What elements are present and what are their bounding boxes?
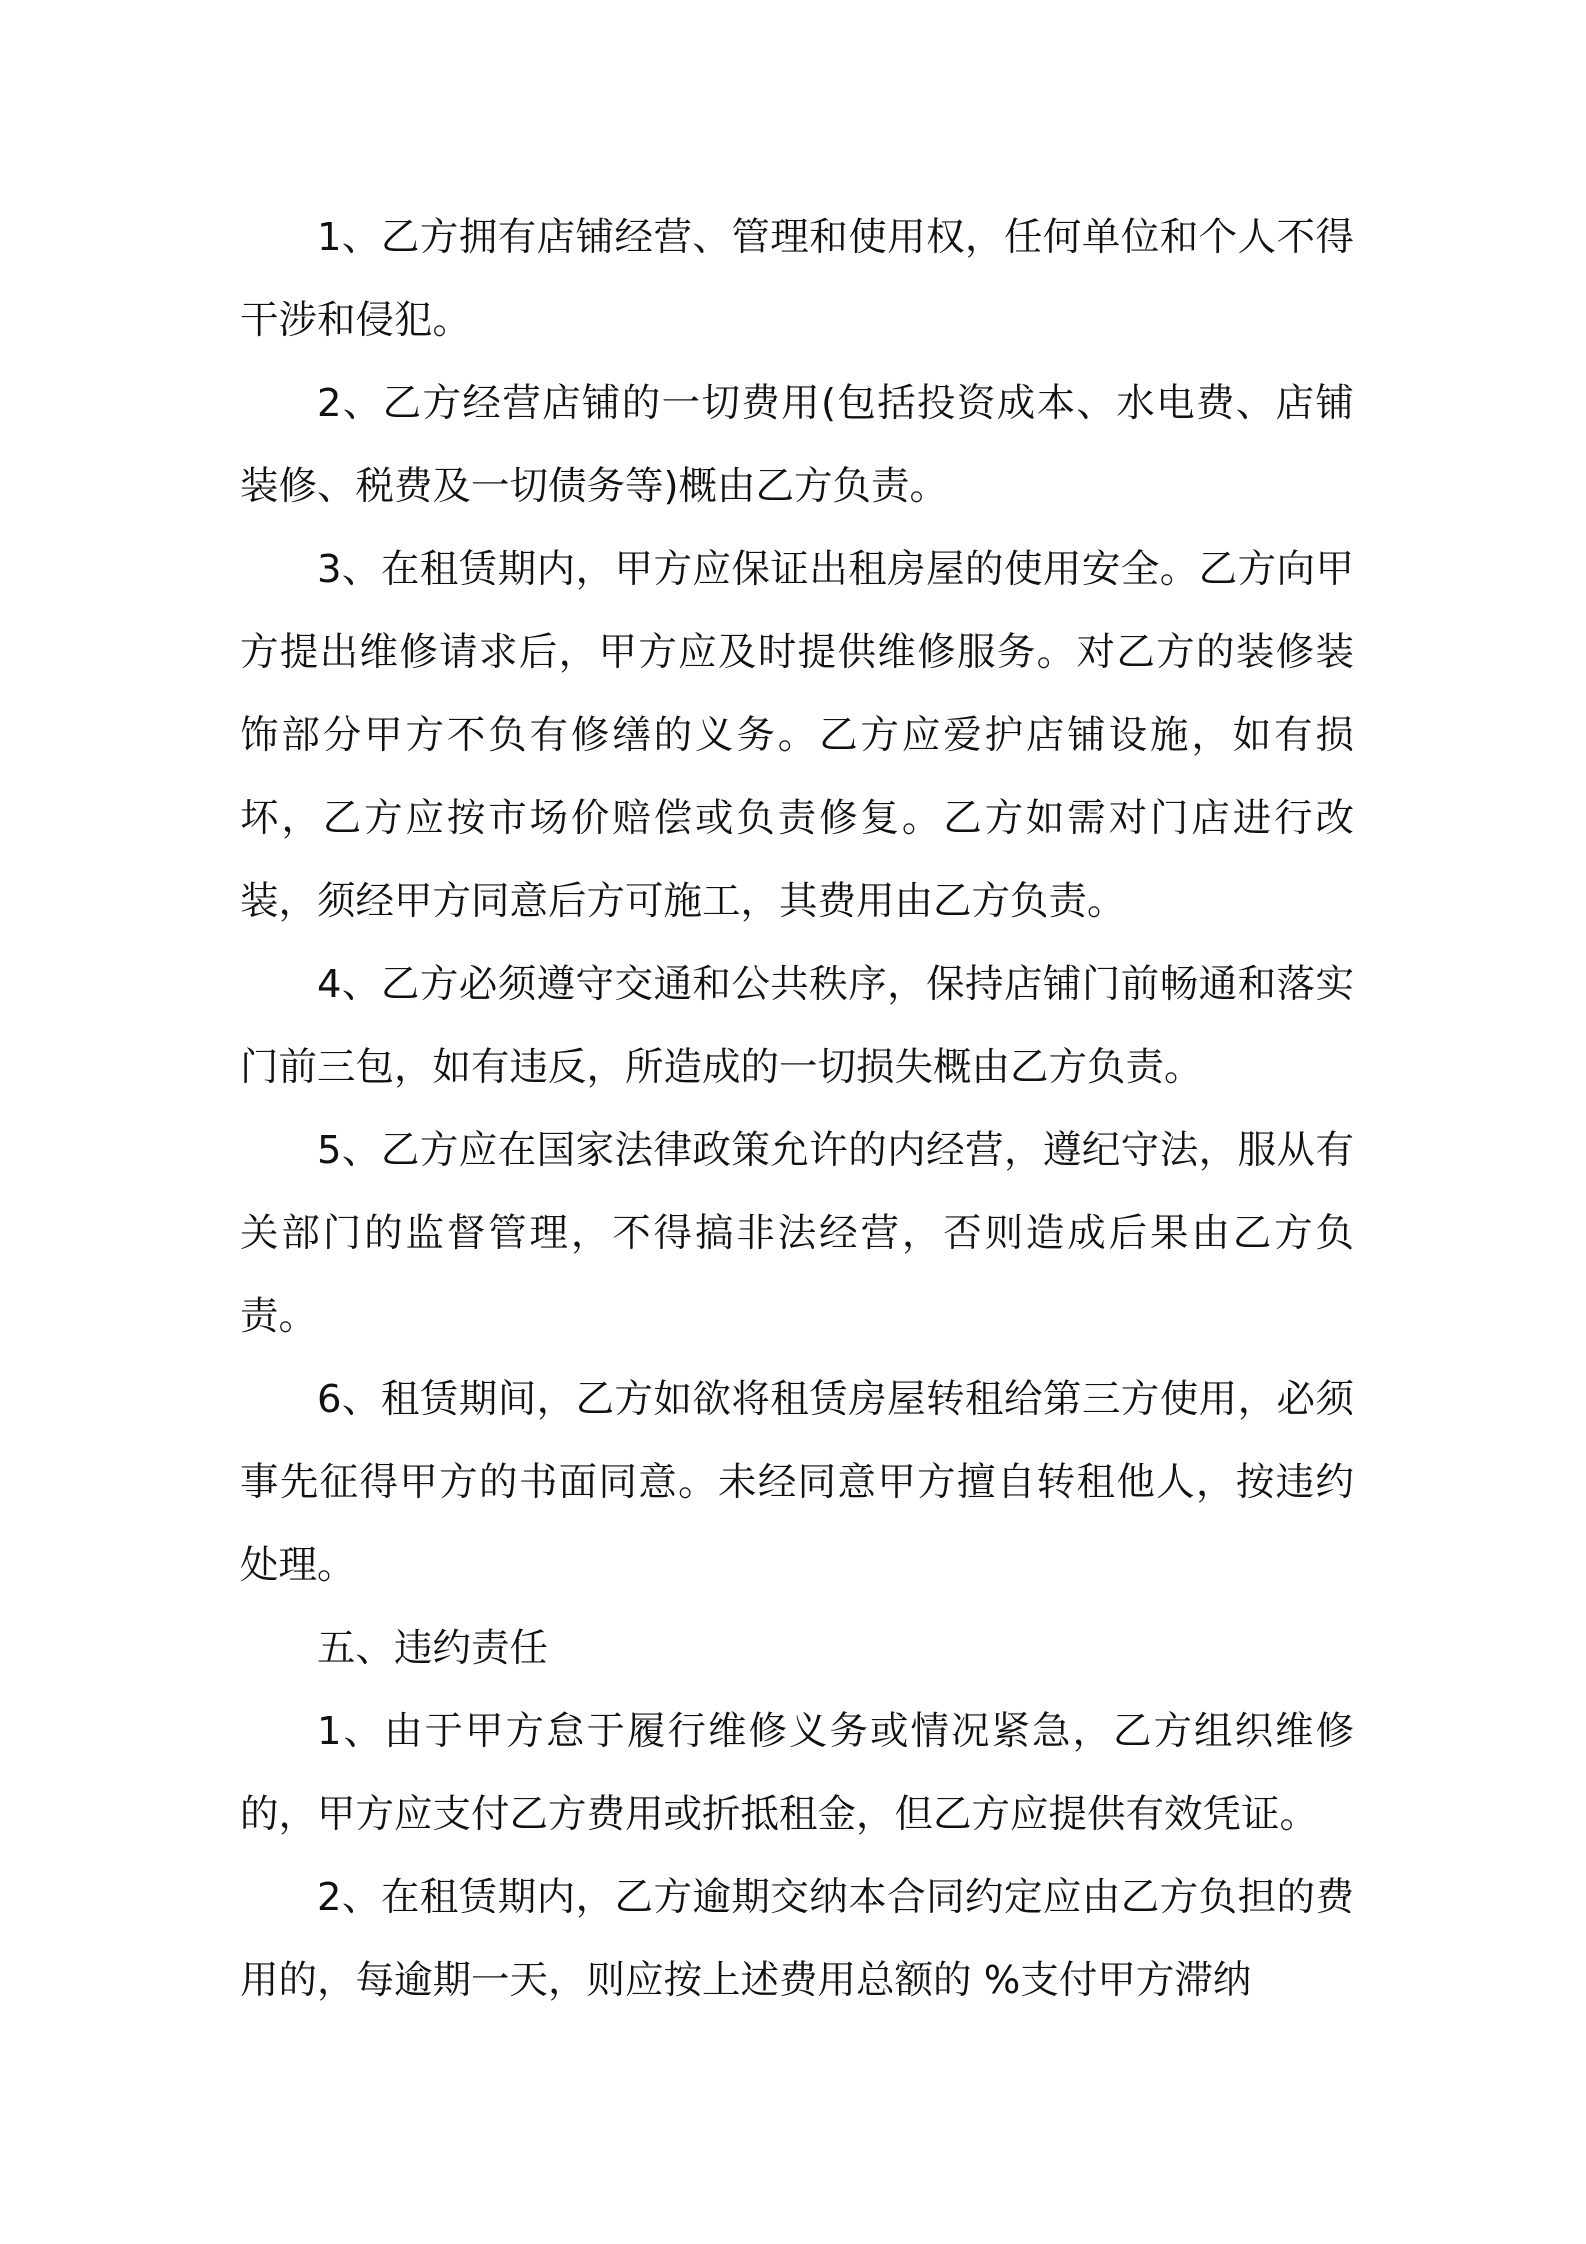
clause-paragraph: 1、由于甲方怠于履行维修义务或情况紧急，乙方组织维修的，甲方应支付乙方费用或折抵租金，但乙方应提供有效凭证。 xyxy=(240,1709,1354,1837)
clause-paragraph: 5、乙方应在国家法律政策允许的内经营，遵纪守法，服从有关部门的监督管理，不得搞非法经营，否则造成后果由乙方负责。 xyxy=(240,1128,1354,1339)
clause-paragraph: 2、在租赁期内，乙方逾期交纳本合同约定应由乙方负担的费用的，每逾期一天，则应按上述费用总额的 %支付甲方滞纳 xyxy=(240,1875,1354,2003)
clause-paragraph: 1、乙方拥有店铺经营、管理和使用权，任何单位和个人不得干涉和侵犯。 xyxy=(240,215,1354,343)
document-body xyxy=(240,196,1354,2022)
clause-paragraph: 4、乙方必须遵守交通和公共秩序，保持店铺门前畅通和落实门前三包，如有违反，所造成的一切损失概由乙方负责。 xyxy=(240,962,1354,1090)
clause-paragraph: 6、租赁期间，乙方如欲将租赁房屋转租给第三方使用，必须事先征得甲方的书面同意。未经同意甲方擅自转租他人，按违约处理。 xyxy=(240,1377,1354,1588)
clause-paragraph: 3、在租赁期内，甲方应保证出租房屋的使用安全。乙方向甲方提出维修请求后，甲方应及时提供维修服务。对乙方的装修装饰部分甲方不负有修缮的义务。乙方应爱护店铺设施，如有损坏，乙方应按市场价赔偿或负责修复。乙方如需对门店进行改装，须经甲方同意后方可施工，其费用由乙方负责。 xyxy=(240,547,1354,924)
section-heading: 五、违约责任 xyxy=(317,1626,549,1671)
clause-paragraph: 2、乙方经营店铺的一切费用(包括投资成本、水电费、店铺装修、税费及一切债务等)概由乙方负责。 xyxy=(240,381,1354,509)
